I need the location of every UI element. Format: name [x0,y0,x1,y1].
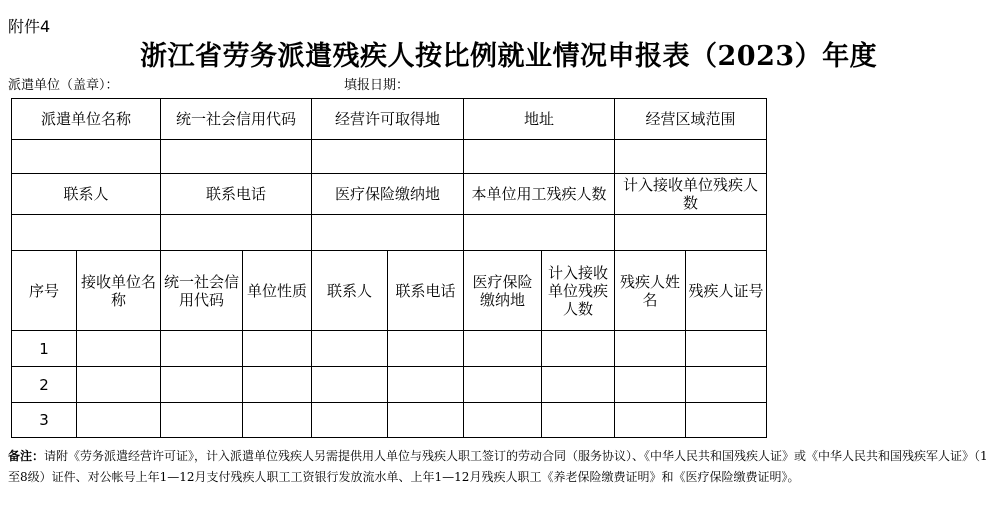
input-contact-phone[interactable] [161,215,312,251]
table-cell[interactable] [542,403,615,438]
header-counted-disabled: 计入接收单位残疾人数 [542,251,615,331]
input-contact-person[interactable] [12,215,161,251]
header-address: 地址 [464,99,615,140]
table-cell[interactable] [243,403,312,438]
header-serial-no: 序号 [12,251,77,331]
header-contact-phone: 联系电话 [161,174,312,215]
table-cell[interactable] [161,403,243,438]
table-row [12,331,767,367]
section2-header-row [12,174,767,215]
header-receiving-contact: 联系人 [312,251,388,331]
table-cell[interactable] [243,367,312,403]
input-medical-insurance-location[interactable] [312,215,464,251]
table-cell[interactable] [161,367,243,403]
table-cell[interactable] [388,403,464,438]
header-receiving-medical-insurance: 医疗保险缴纳地 [464,251,542,331]
header-unit-type: 单位性质 [243,251,312,331]
table-cell[interactable] [312,403,388,438]
dispatch-unit-label: 派遣单位（盖章）： [8,78,119,93]
input-business-scope[interactable] [615,140,767,174]
input-credit-code[interactable] [161,140,312,174]
attachment-label: 附件4 [8,17,51,36]
table-cell[interactable] [312,331,388,367]
header-receiving-unit-name: 接收单位名称 [77,251,161,331]
form-title: 浙江省劳务派遣残疾人按比例就业情况申报表（2023）年度 [140,41,878,72]
table-cell[interactable] [464,367,542,403]
header-receiving-phone: 联系电话 [388,251,464,331]
table-cell[interactable] [388,331,464,367]
header-own-disabled-count: 本单位用工残疾人数 [464,174,615,215]
row-serial: 3 [12,403,77,438]
section1-header-row [12,99,767,140]
table-cell[interactable] [312,367,388,403]
notes-block [8,446,992,488]
header-disability-cert-no: 残疾人证号 [686,251,767,331]
input-address[interactable] [464,140,615,174]
header-contact-person: 联系人 [12,174,161,215]
table-cell[interactable] [615,367,686,403]
table-cell[interactable] [464,403,542,438]
table-cell[interactable] [615,331,686,367]
report-form-table [11,98,767,438]
section1-input-row [12,140,767,174]
header-receiving-credit-code: 统一社会信用代码 [161,251,243,331]
fill-date-label: 填报日期： [344,78,410,93]
input-license-location[interactable] [312,140,464,174]
table-cell[interactable] [388,367,464,403]
table-cell[interactable] [686,367,767,403]
table-cell[interactable] [77,403,161,438]
table-cell[interactable] [464,331,542,367]
table-cell[interactable] [77,367,161,403]
notes-text: 请附《劳务派遣经营许可证》，计入派遣单位残疾人另需提供用人单位与残疾人职工签订的劳动合同（服务协议）、《中华人民共和国残疾人证》或《中华人民共和国残疾军人证》（1至8级）证件、对公帐号上年1—12月支付残疾人职工工资银行发放流水单、上年1—12月残疾人职工《养老保险缴费证明》和《医疗保险缴费证明》。 [8,449,988,484]
table-cell[interactable] [243,331,312,367]
table-cell[interactable] [161,331,243,367]
table-row [12,367,767,403]
header-license-location: 经营许可取得地 [312,99,464,140]
row-serial: 1 [12,331,77,367]
table-cell[interactable] [615,403,686,438]
table-cell[interactable] [542,331,615,367]
header-credit-code: 统一社会信用代码 [161,99,312,140]
notes-label: 备注： [8,449,45,463]
input-counted-receiving-disabled-count[interactable] [615,215,767,251]
header-disabled-name: 残疾人姓名 [615,251,686,331]
table-cell[interactable] [542,367,615,403]
table-cell[interactable] [77,331,161,367]
header-counted-receiving-disabled-count: 计入接收单位残疾人数 [615,174,767,215]
table-row [12,403,767,438]
header-medical-insurance-location: 医疗保险缴纳地 [312,174,464,215]
row-serial: 2 [12,367,77,403]
header-business-scope: 经营区域范围 [615,99,767,140]
table-cell[interactable] [686,403,767,438]
section3-header-row [12,251,767,331]
input-dispatch-unit-name[interactable] [12,140,161,174]
section2-input-row [12,215,767,251]
header-dispatch-unit-name: 派遣单位名称 [12,99,161,140]
input-own-disabled-count[interactable] [464,215,615,251]
table-cell[interactable] [686,331,767,367]
